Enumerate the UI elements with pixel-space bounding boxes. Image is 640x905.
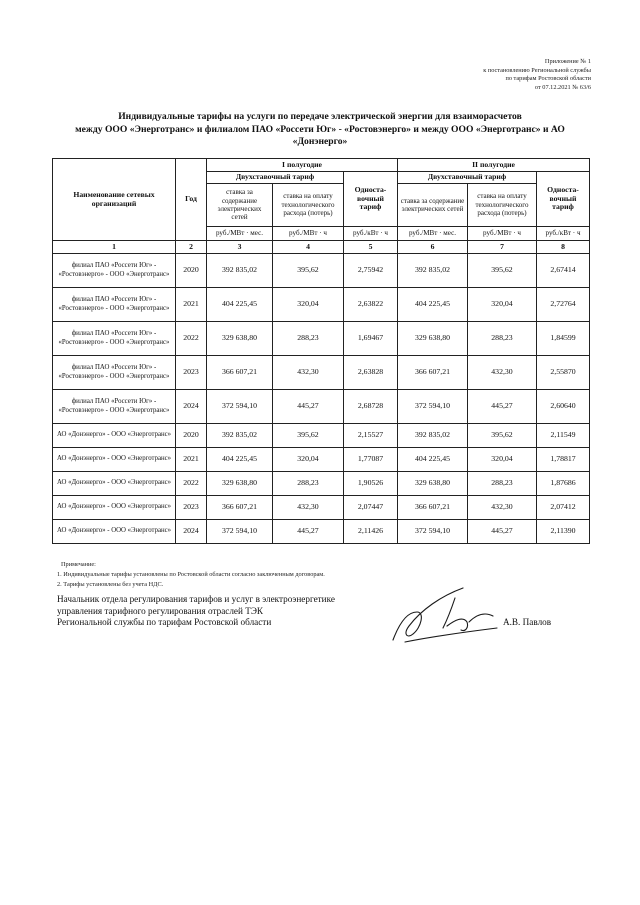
table-row — [53, 496, 590, 520]
single-rate-1-cell: 1,77087 — [344, 448, 398, 472]
column-number: 7 — [468, 241, 537, 254]
maintenance-rate-2-cell: 329 638,80 — [398, 322, 468, 356]
notes-heading: Примечание: — [61, 561, 96, 568]
column-number: 2 — [176, 241, 207, 254]
header-single-rate-2: Односта-вочный тариф — [537, 172, 590, 227]
single-rate-1-cell: 1,90526 — [344, 472, 398, 496]
single-rate-1-cell: 2,63828 — [344, 356, 398, 390]
single-rate-2-cell: 1,87686 — [537, 472, 590, 496]
maintenance-rate-2-cell: 392 835,02 — [398, 424, 468, 448]
loss-rate-2-cell: 395,62 — [468, 254, 537, 288]
loss-rate-1-cell: 320,04 — [273, 448, 344, 472]
table-row — [53, 520, 590, 544]
single-rate-1-cell: 2,68728 — [344, 390, 398, 424]
header-year: Год — [176, 159, 207, 241]
header-loss-rate-1: ставка на оплату технологического расхода (потерь) — [273, 184, 344, 227]
table-row — [53, 472, 590, 496]
loss-rate-1-cell: 395,62 — [273, 254, 344, 288]
maintenance-rate-2-cell: 404 225,45 — [398, 448, 468, 472]
year-cell: 2024 — [176, 520, 207, 544]
loss-rate-2-cell: 320,04 — [468, 448, 537, 472]
single-rate-1-cell: 2,15527 — [344, 424, 398, 448]
maintenance-rate-2-cell: 329 638,80 — [398, 472, 468, 496]
loss-rate-2-cell: 395,62 — [468, 424, 537, 448]
loss-rate-1-cell: 288,23 — [273, 472, 344, 496]
signatory-name: А.В. Павлов — [503, 617, 552, 627]
single-rate-2-cell: 2,11549 — [537, 424, 590, 448]
loss-rate-2-cell: 320,04 — [468, 288, 537, 322]
header-maintenance-rate-1: ставка за содержание электрических сетей — [207, 184, 273, 227]
header-loss-rate-2: ставка на оплату технологического расхода (потерь) — [468, 184, 537, 227]
year-cell: 2023 — [176, 496, 207, 520]
loss-rate-1-cell: 288,23 — [273, 322, 344, 356]
loss-rate-2-cell: 288,23 — [468, 322, 537, 356]
single-rate-2-cell: 2,67414 — [537, 254, 590, 288]
loss-rate-1-cell: 432,30 — [273, 356, 344, 390]
column-number: 3 — [207, 241, 273, 254]
single-rate-1-cell: 2,11426 — [344, 520, 398, 544]
org-cell: филиал ПАО «Россети Юг» - «Ростовэнерго» - ООО «Энерготранс» — [53, 390, 176, 424]
loss-rate-1-cell: 445,27 — [273, 520, 344, 544]
attachment-line: к постановлению Региональной службы — [483, 66, 591, 74]
org-cell: АО «Донэнерго» - ООО «Энерготранс» — [53, 520, 176, 544]
maintenance-rate-1-cell: 372 594,10 — [207, 520, 273, 544]
unit-maintenance-1: руб./МВт · мес. — [207, 227, 273, 241]
single-rate-1-cell: 2,75942 — [344, 254, 398, 288]
notes — [57, 560, 325, 589]
header-half-2: II полугодие — [398, 159, 590, 172]
note-2: 2. Тарифы установлены без учета НДС. — [57, 580, 164, 588]
maintenance-rate-1-cell: 366 607,21 — [207, 496, 273, 520]
header-org: Наименование сетевых организаций — [53, 159, 176, 241]
document-title — [50, 111, 590, 149]
column-number: 6 — [398, 241, 468, 254]
title-line: Индивидуальные тарифы на услуги по передаче электрической энергии для взаиморасчетов — [118, 111, 522, 122]
single-rate-2-cell: 1,78817 — [537, 448, 590, 472]
maintenance-rate-1-cell: 329 638,80 — [207, 472, 273, 496]
loss-rate-1-cell: 432,30 — [273, 496, 344, 520]
table-row — [53, 322, 590, 356]
maintenance-rate-1-cell: 404 225,45 — [207, 448, 273, 472]
column-numbers-row — [53, 241, 590, 254]
tariff-table — [52, 158, 590, 544]
year-cell: 2024 — [176, 390, 207, 424]
unit-loss-2: руб./МВт · ч — [468, 227, 537, 241]
year-cell: 2020 — [176, 254, 207, 288]
org-cell: АО «Донэнерго» - ООО «Энерготранс» — [53, 448, 176, 472]
unit-maintenance-2: руб./МВт · мес. — [398, 227, 468, 241]
single-rate-2-cell: 2,72764 — [537, 288, 590, 322]
unit-loss-1: руб./МВт · ч — [273, 227, 344, 241]
table-row — [53, 288, 590, 322]
loss-rate-2-cell: 432,30 — [468, 496, 537, 520]
signatory-department: управления тарифного регулирования отраслей ТЭК — [57, 605, 264, 616]
maintenance-rate-2-cell: 372 594,10 — [398, 390, 468, 424]
column-number: 5 — [344, 241, 398, 254]
org-cell: филиал ПАО «Россети Юг» - «Ростовэнерго» - ООО «Энерготранс» — [53, 288, 176, 322]
column-number: 4 — [273, 241, 344, 254]
signatory-organization: Региональной службы по тарифам Ростовской области — [57, 617, 272, 627]
org-cell: АО «Донэнерго» - ООО «Энерготранс» — [53, 472, 176, 496]
maintenance-rate-1-cell: 404 225,45 — [207, 288, 273, 322]
header-single-rate-1: Односта-вочный тариф — [344, 172, 398, 227]
year-cell: 2020 — [176, 424, 207, 448]
single-rate-2-cell: 2,60640 — [537, 390, 590, 424]
column-number: 8 — [537, 241, 590, 254]
single-rate-2-cell: 2,11390 — [537, 520, 590, 544]
year-cell: 2023 — [176, 356, 207, 390]
attachment-header — [483, 58, 591, 92]
loss-rate-1-cell: 320,04 — [273, 288, 344, 322]
org-cell: филиал ПАО «Россети Юг» - «Ростовэнерго» - ООО «Энерготранс» — [53, 254, 176, 288]
attachment-line: Приложение № 1 — [544, 58, 591, 65]
signatory-position: Начальник отдела регулирования тарифов и услуг в электроэнергетике — [57, 594, 335, 604]
maintenance-rate-1-cell: 329 638,80 — [207, 322, 273, 356]
note-1: 1. Индивидуальные тарифы установлены по Ростовской области согласно заключенным договорам. — [57, 570, 325, 578]
attachment-line: по тарифам Ростовской области — [505, 75, 591, 83]
single-rate-1-cell: 2,07447 — [344, 496, 398, 520]
org-cell: АО «Донэнерго» - ООО «Энерготранс» — [53, 424, 176, 448]
unit-single-2: руб./кВт · ч — [537, 227, 590, 241]
table-row — [53, 390, 590, 424]
org-cell: АО «Донэнерго» - ООО «Энерготранс» — [53, 496, 176, 520]
table-row — [53, 448, 590, 472]
title-line: между ООО «Энерготранс» и филиалом ПАО «Россети Юг» - «Ростовэнерго» и между ООО «Энерготранс» и АО — [75, 123, 565, 135]
single-rate-2-cell: 2,55870 — [537, 356, 590, 390]
signatory-block — [57, 594, 335, 629]
title-line: «Донэнерго» — [292, 136, 348, 148]
loss-rate-1-cell: 445,27 — [273, 390, 344, 424]
maintenance-rate-2-cell: 404 225,45 — [398, 288, 468, 322]
maintenance-rate-2-cell: 372 594,10 — [398, 520, 468, 544]
column-number: 1 — [53, 241, 176, 254]
org-cell: филиал ПАО «Россети Юг» - «Ростовэнерго» - ООО «Энерготранс» — [53, 356, 176, 390]
header-maintenance-rate-2: ставка за содержание электрических сетей — [398, 184, 468, 227]
maintenance-rate-2-cell: 366 607,21 — [398, 496, 468, 520]
maintenance-rate-2-cell: 366 607,21 — [398, 356, 468, 390]
maintenance-rate-1-cell: 372 594,10 — [207, 390, 273, 424]
loss-rate-2-cell: 432,30 — [468, 356, 537, 390]
year-cell: 2021 — [176, 288, 207, 322]
loss-rate-2-cell: 288,23 — [468, 472, 537, 496]
table-row — [53, 254, 590, 288]
unit-single-1: руб./кВт · ч — [344, 227, 398, 241]
header-two-rate-2: Двухставочный тариф — [398, 172, 537, 184]
header-two-rate-1: Двухставочный тариф — [207, 172, 344, 184]
handwritten-signature — [385, 582, 505, 650]
maintenance-rate-2-cell: 392 835,02 — [398, 254, 468, 288]
table-row — [53, 424, 590, 448]
year-cell: 2022 — [176, 322, 207, 356]
single-rate-2-cell: 1,84599 — [537, 322, 590, 356]
header-half-1: I полугодие — [207, 159, 398, 172]
single-rate-2-cell: 2,07412 — [537, 496, 590, 520]
org-cell: филиал ПАО «Россети Юг» - «Ростовэнерго» - ООО «Энерготранс» — [53, 322, 176, 356]
attachment-line: от 07.12.2021 № 63/6 — [534, 83, 591, 91]
loss-rate-1-cell: 395,62 — [273, 424, 344, 448]
maintenance-rate-1-cell: 392 835,02 — [207, 424, 273, 448]
maintenance-rate-1-cell: 392 835,02 — [207, 254, 273, 288]
loss-rate-2-cell: 445,27 — [468, 390, 537, 424]
single-rate-1-cell: 1,69467 — [344, 322, 398, 356]
loss-rate-2-cell: 445,27 — [468, 520, 537, 544]
maintenance-rate-1-cell: 366 607,21 — [207, 356, 273, 390]
table-row — [53, 356, 590, 390]
single-rate-1-cell: 2,63822 — [344, 288, 398, 322]
year-cell: 2022 — [176, 472, 207, 496]
year-cell: 2021 — [176, 448, 207, 472]
